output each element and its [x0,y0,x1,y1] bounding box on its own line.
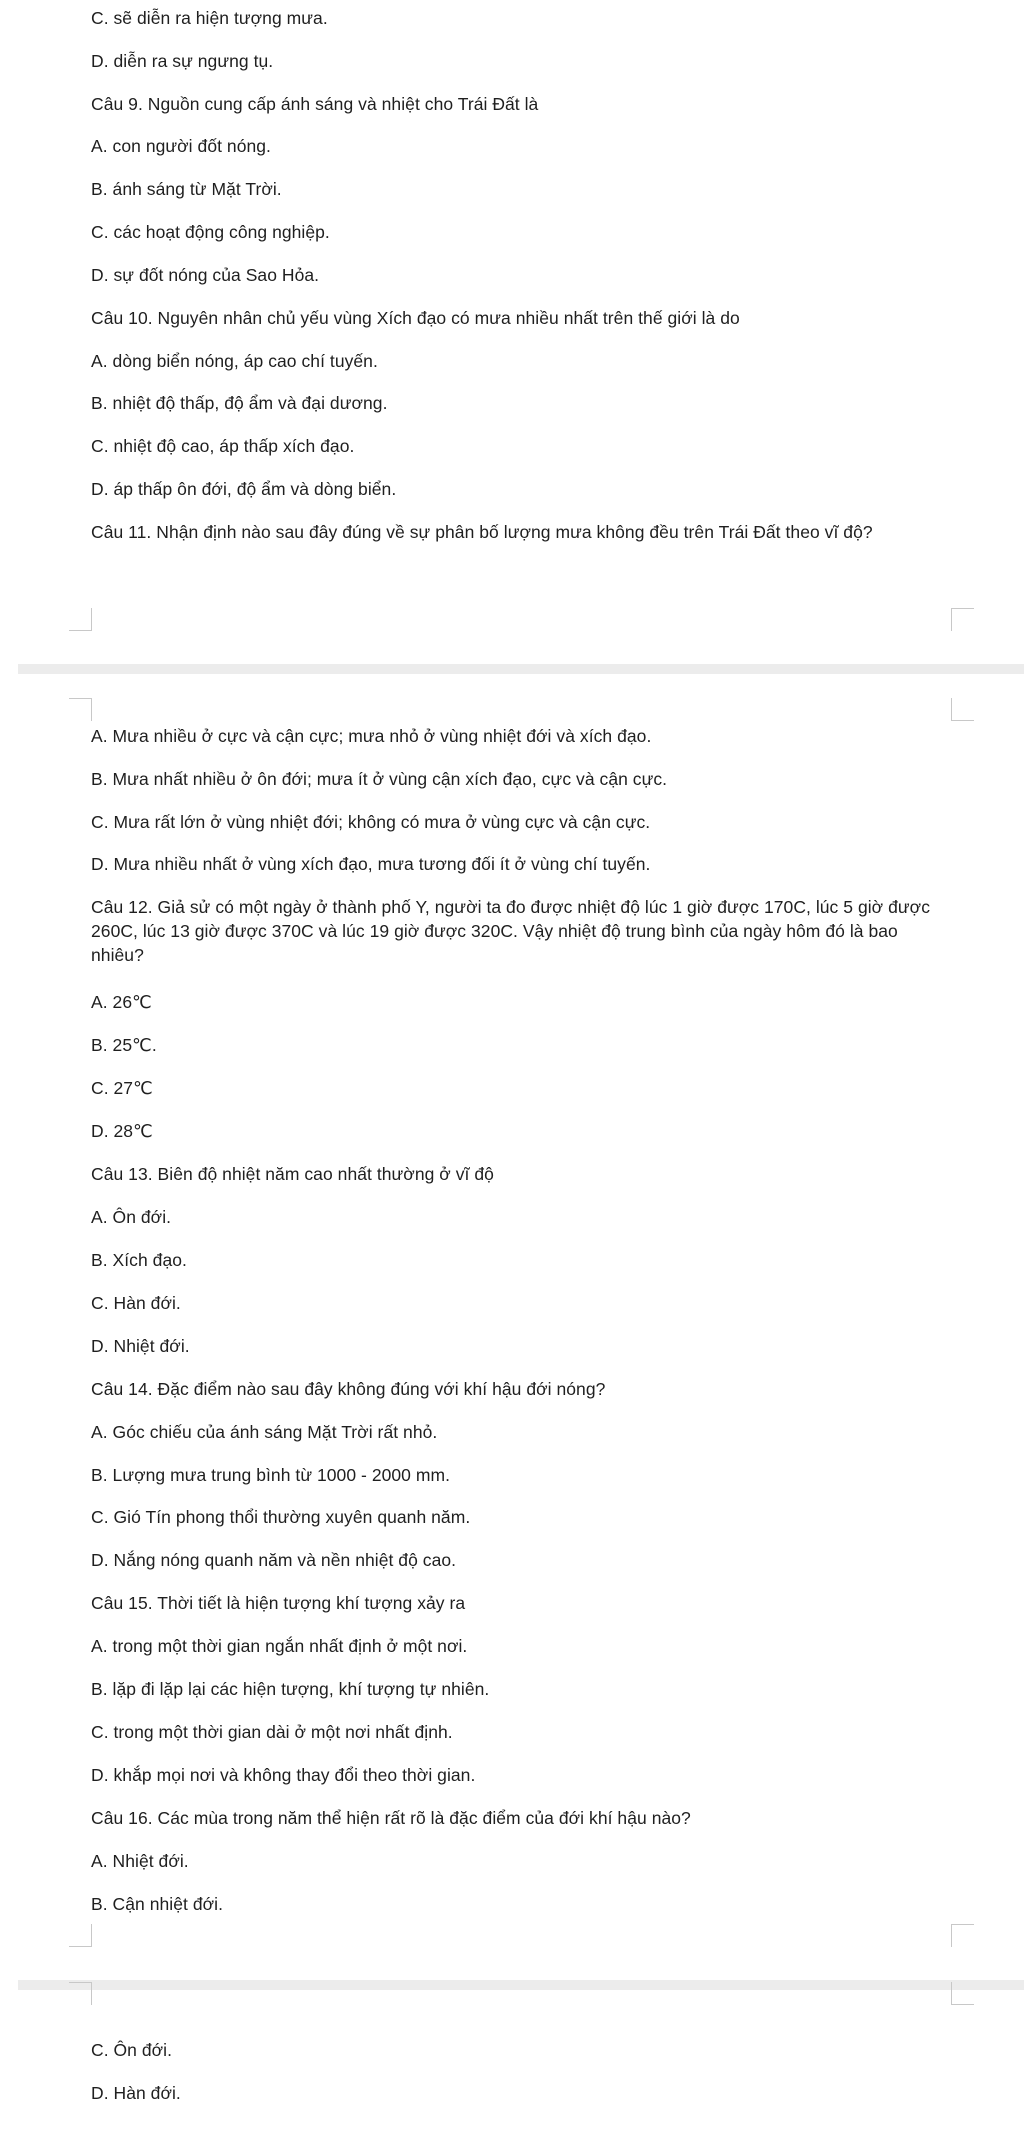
answer-option: D. Nắng nóng quanh năm và nền nhiệt độ cao. [91,1550,457,1570]
answer-option: D. khắp mọi nơi và không thay đổi theo thời gian. [91,1765,476,1785]
crop-mark-bottom-left [69,608,92,631]
answer-option: C. Gió Tín phong thổi thường xuyên quanh năm. [91,1507,471,1527]
answer-option: A. trong một thời gian ngắn nhất định ở một nơi. [91,1636,468,1656]
question-12: Câu 12. Giả sử có một ngày ở thành phố Y, người ta đo được nhiệt độ lúc 1 giờ được 170C, lúc 5 giờ được 260C, lúc 13 giờ được 370C và lúc 19 giờ được 320C. Vậy nhiệt độ trung bình của ngày hôm đó là bao nhiêu? [91,897,930,965]
answer-option: B. lặp đi lặp lại các hiện tượng, khí tượng tự nhiên. [91,1679,490,1699]
text-line: C. sẽ diễn ra hiện tượng mưa. [91,8,328,28]
answer-option: C. Hàn đới. [91,1293,181,1313]
question-14: Câu 14. Đặc điểm nào sau đây không đúng với khí hậu đới nóng? [91,1379,606,1399]
answer-option: C. Mưa rất lớn ở vùng nhiệt đới; không có mưa ở vùng cực và cận cực. [91,812,651,832]
answer-option: D. Mưa nhiều nhất ở vùng xích đạo, mưa tương đối ít ở vùng chí tuyến. [91,854,651,874]
answer-option: B. Mưa nhất nhiều ở ôn đới; mưa ít ở vùng cận xích đạo, cực và cận cực. [91,769,668,789]
answer-option: C. nhiệt độ cao, áp thấp xích đạo. [91,436,355,456]
answer-option: A. Góc chiếu của ánh sáng Mặt Trời rất nhỏ. [91,1422,438,1442]
answer-option: B. nhiệt độ thấp, độ ẩm và đại dương. [91,393,388,413]
answer-option: A. dòng biển nóng, áp cao chí tuyến. [91,351,378,371]
question-9: Câu 9. Nguồn cung cấp ánh sáng và nhiệt cho Trái Đất là [91,94,539,114]
answer-option: D. sự đốt nóng của Sao Hỏa. [91,265,320,285]
question-10: Câu 10. Nguyên nhân chủ yếu vùng Xích đạo có mưa nhiều nhất trên thế giới là do [91,308,740,328]
answer-option: D. áp thấp ôn đới, độ ẩm và dòng biển. [91,479,397,499]
answer-option: C. các hoạt động công nghiệp. [91,222,330,242]
crop-mark-top-right [951,1982,974,2005]
answer-option: B. ánh sáng từ Mặt Trời. [91,179,282,199]
question-16: Câu 16. Các mùa trong năm thể hiện rất rõ là đặc điểm của đới khí hậu nào? [91,1808,691,1828]
page-separator [18,1980,1024,1990]
crop-mark-top-left [69,698,92,721]
answer-option: A. 26℃ [91,992,152,1012]
answer-option: B. Lượng mưa trung bình từ 1000 - 2000 mm. [91,1465,451,1485]
answer-option: C. 27℃ [91,1078,153,1098]
answer-option: B. Xích đạo. [91,1250,187,1270]
answer-option: B. Cận nhiệt đới. [91,1894,223,1914]
crop-mark-bottom-right [951,608,974,631]
crop-mark-bottom-left [69,1924,92,1947]
question-13: Câu 13. Biên độ nhiệt năm cao nhất thường ở vĩ độ [91,1164,494,1184]
answer-option: B. 25℃. [91,1035,157,1055]
answer-option: C. trong một thời gian dài ở một nơi nhất định. [91,1722,453,1742]
answer-option: A. con người đốt nóng. [91,136,271,156]
answer-option: D. Hàn đới. [91,2083,181,2103]
question-11: Câu 11. Nhận định nào sau đây đúng về sự phân bố lượng mưa không đều trên Trái Đất theo vĩ độ? [91,522,873,542]
answer-option: A. Nhiệt đới. [91,1851,189,1871]
crop-mark-top-left [69,1982,92,2005]
document-page-1 [0,0,1024,664]
crop-mark-bottom-right [951,1924,974,1947]
answer-option: D. Nhiệt đới. [91,1336,190,1356]
answer-option: D. 28℃ [91,1121,153,1141]
answer-option: C. Ôn đới. [91,2040,173,2060]
answer-option: A. Mưa nhiều ở cực và cận cực; mưa nhỏ ở vùng nhiệt đới và xích đạo. [91,726,652,746]
text-line: D. diễn ra sự ngưng tụ. [91,51,274,71]
question-15: Câu 15. Thời tiết là hiện tượng khí tượng xảy ra [91,1593,466,1613]
page-separator [18,664,1024,674]
crop-mark-top-right [951,698,974,721]
answer-option: A. Ôn đới. [91,1207,172,1227]
